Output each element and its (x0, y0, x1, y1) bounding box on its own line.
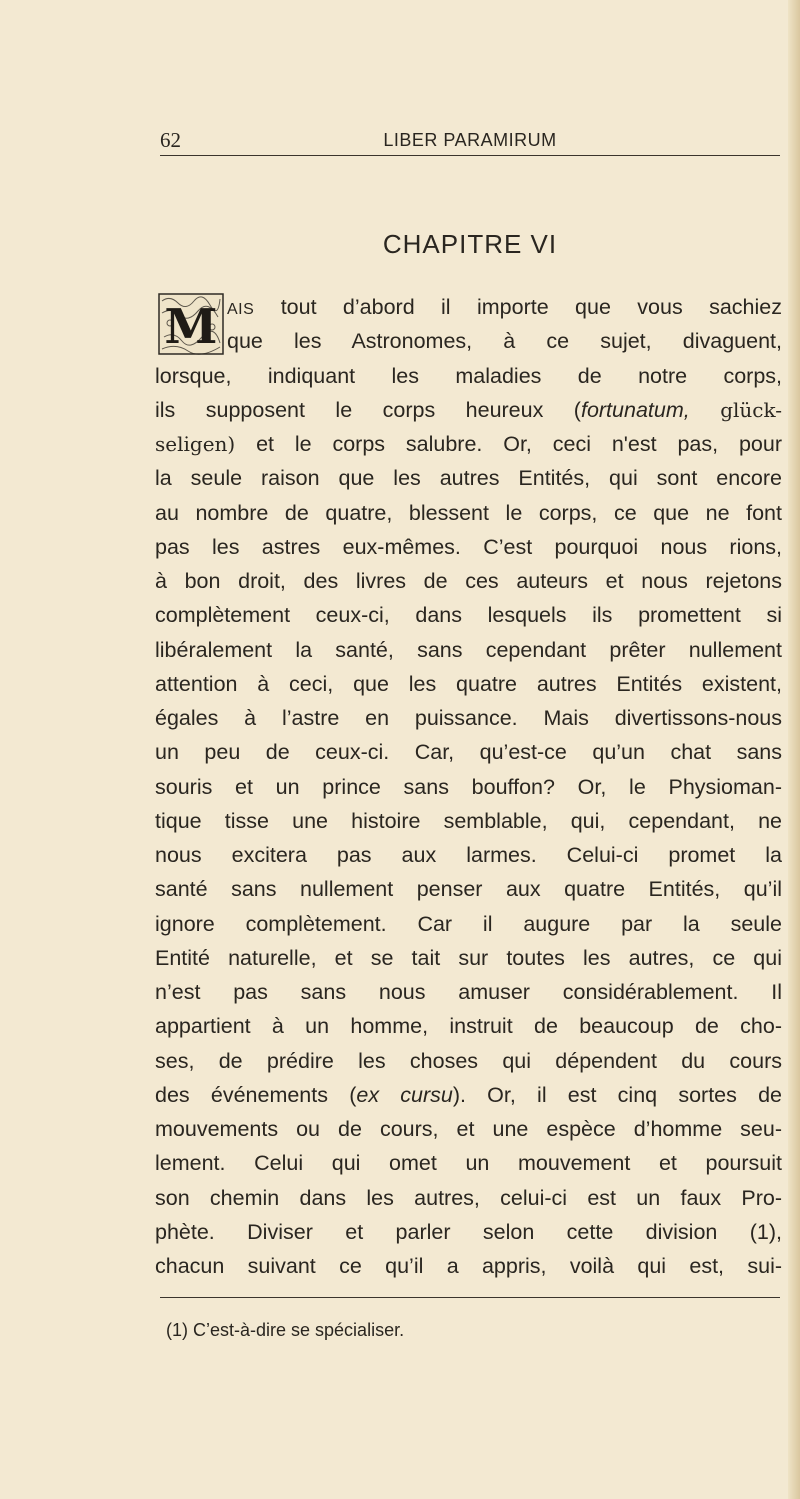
text-line: égales à l’astre en puissance. Mais divertissons-nous (155, 706, 782, 730)
text-line: ses, de prédire les choses qui dépendent du cours (155, 1048, 782, 1073)
text-line: pas les astres eux-mêmes. C’est pourquoi nous rions, (155, 534, 782, 559)
text-line (155, 1078, 782, 1112)
text-line: attention à ceci, que les quatre autres Entités existent, (155, 671, 782, 696)
italic-latin: ex cursu (356, 1082, 453, 1107)
text-line: appartient à un homme, instruit de beaucoup de cho- (155, 1014, 782, 1039)
text-line (155, 290, 782, 324)
text-span: tout d’abord il importe que vous sachiez (280, 295, 782, 319)
text-line (155, 393, 782, 427)
book-title: LIBER PARAMIRUM (383, 130, 557, 150)
footnote-rule (160, 1297, 780, 1298)
text-line: son chemin dans les autres, celui-ci est un faux Pro- (155, 1185, 782, 1210)
text-span: et le corps salubre. Or, ceci n'est pas, pour (256, 432, 782, 456)
page-number: 62 (160, 128, 181, 152)
text-line: chacun suivant ce qu’il a appris, voilà qui est, sui- (155, 1254, 782, 1278)
text-line: à bon droit, des livres de ces auteurs et nous rejetons (155, 569, 782, 593)
text-line: nous excitera pas aux larmes. Celui-ci promet la (155, 843, 782, 867)
text-span: ). Or, il est cinq sortes de (452, 1082, 782, 1107)
fraktur-german: seligen) (155, 432, 236, 456)
text-line: libéralement la santé, sans cependant prêter nullement (155, 637, 782, 662)
fraktur-german: glück- (720, 397, 782, 422)
italic-latin: fortunatum, (580, 397, 690, 422)
footnote: (1) C’est-à-dire se spécialiser. (166, 1320, 405, 1340)
header-rule (160, 155, 780, 156)
text-line: santé sans nullement penser aux quatre Entités, qu’il (155, 877, 782, 902)
text-line: tique tisse une histoire semblable, qui, cependant, ne (155, 808, 782, 833)
body-text (155, 290, 782, 1283)
text-line: complètement ceux-ci, dans lesquels ils promettent si (155, 603, 782, 628)
text-line: que les Astronomes, à ce sujet, divaguent, (227, 329, 782, 354)
text-line: au nombre de quatre, blessent le corps, ce que ne font (155, 500, 782, 525)
chapter-title: CHAPITRE VI (382, 229, 558, 259)
text-span: des événements ( (155, 1082, 357, 1107)
page-edge (788, 0, 800, 1499)
text-line: phète. Diviser et parler selon cette division (1), (155, 1219, 782, 1244)
text-line: la seule raison que les autres Entités, qui sont encore (155, 466, 782, 491)
text-line: souris et un prince sans bouffon? Or, le Physioman- (155, 774, 782, 799)
text-span: ils supposent le corps heureux ( (155, 397, 581, 422)
text-line: lorsque, indiquant les maladies de notre corps, (155, 363, 782, 388)
text-line: lement. Celui qui omet un mouvement et poursuit (155, 1151, 782, 1176)
running-head (160, 128, 780, 154)
text-line: ignore complètement. Car il augure par la seule (155, 911, 782, 936)
text-line: n’est pas sans nous amuser considérablement. Il (155, 980, 782, 1004)
text-line: mouvements ou de cours, et une espèce d’homme seu- (155, 1117, 782, 1141)
text-line: Entité naturelle, et se tait sur toutes les autres, ce qui (155, 945, 782, 970)
drop-cap-continuation: AIS (227, 301, 255, 318)
text-line (155, 427, 782, 461)
text-line: un peu de ceux-ci. Car, qu’est-ce qu’un chat sans (155, 740, 782, 765)
drop-cap-letter: M (164, 299, 218, 355)
